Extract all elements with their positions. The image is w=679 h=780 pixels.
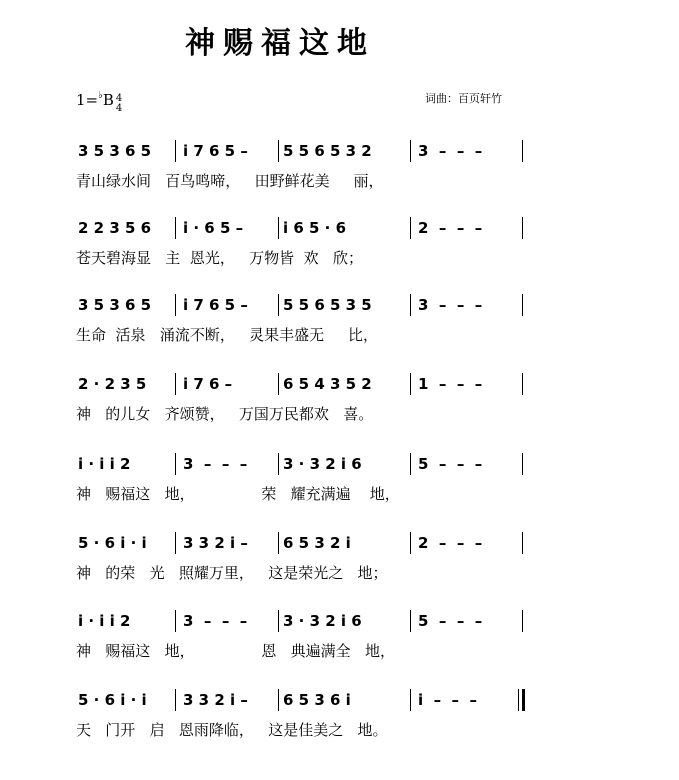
barline <box>175 140 176 162</box>
score-system <box>0 530 679 600</box>
key-note: B <box>102 91 114 109</box>
barline <box>518 689 519 711</box>
measure: i – – – <box>418 691 477 709</box>
barline <box>278 689 279 711</box>
measure: 2 – – – <box>418 219 483 237</box>
lyrics-line: 青山绿水间 百鸟鸣啼， 田野鲜花美 丽， <box>76 172 384 190</box>
barline <box>522 373 523 395</box>
barline <box>278 453 279 475</box>
barline <box>522 294 523 316</box>
score-system <box>0 608 679 678</box>
barline <box>410 689 411 711</box>
measure: 3 · 3 2 i 6 <box>283 455 362 473</box>
barline <box>410 217 411 239</box>
measure: i · 6 5 – <box>183 219 244 237</box>
barline <box>175 689 176 711</box>
notes-line <box>0 292 679 318</box>
barline <box>175 217 176 239</box>
measure: 2 – – – <box>418 534 483 552</box>
time-bottom: 4 <box>115 103 123 114</box>
measure: 6 5 3 6 i <box>283 691 351 709</box>
notes-line <box>0 687 679 713</box>
barline <box>522 217 523 239</box>
measure: 3 – – – <box>183 612 248 630</box>
barline <box>175 610 176 632</box>
time-top: 4 <box>115 93 123 104</box>
lyrics-line: 天 门开 启 恩雨降临， 这是佳美之 地。 <box>76 721 388 739</box>
notes-line <box>0 138 679 164</box>
barline <box>410 453 411 475</box>
notes-line <box>0 371 679 397</box>
notes-line <box>0 215 679 241</box>
barline <box>410 532 411 554</box>
barline <box>278 373 279 395</box>
measure: 3 · 3 2 i 6 <box>283 612 362 630</box>
score-system <box>0 451 679 521</box>
measure: 5 5 6 5 3 5 <box>283 296 372 314</box>
lyrics-line: 神 的儿女 齐颂赞， 万国万民都欢 喜。 <box>76 405 374 423</box>
song-title: 神赐福这地 <box>185 26 375 61</box>
score-system <box>0 215 679 285</box>
lyrics-line: 生命 活泉 涌流不断， 灵果丰盛无 比， <box>76 326 378 344</box>
measure: 1 – – – <box>418 375 483 393</box>
key-prefix: 1= <box>76 91 99 109</box>
measure: 3 5 3 6 5 <box>78 296 152 314</box>
barline <box>175 532 176 554</box>
credit-line: 词曲：百页轩竹 <box>425 92 502 105</box>
lyrics-line: 苍天碧海显 主 恩光， 万物皆 欢 欣； <box>76 249 363 267</box>
measure: 3 5 3 6 5 <box>78 142 152 160</box>
key-signature <box>76 90 122 114</box>
measure: 2 2 3 5 6 <box>78 219 152 237</box>
barline <box>410 610 411 632</box>
barline <box>522 610 523 632</box>
measure: 5 · 6 i · i <box>78 534 147 552</box>
barline <box>278 294 279 316</box>
measure: 5 – – – <box>418 612 483 630</box>
score-system <box>0 687 679 757</box>
notes-line <box>0 451 679 477</box>
final-barline <box>522 689 525 711</box>
measure: 3 3 2 i – <box>183 534 248 552</box>
measure: 5 – – – <box>418 455 483 473</box>
barline <box>278 532 279 554</box>
measure: 3 – – – <box>418 142 483 160</box>
barline <box>410 373 411 395</box>
flat-symbol: ♭ <box>98 90 103 101</box>
lyrics-line: 神 赐福这 地， 荣 耀充满遍 地， <box>76 485 400 503</box>
barline <box>522 140 523 162</box>
measure: 2 · 2 3 5 <box>78 375 147 393</box>
measure: 3 3 2 i – <box>183 691 248 709</box>
notes-line <box>0 530 679 556</box>
barline <box>175 453 176 475</box>
measure: 5 5 6 5 3 2 <box>283 142 372 160</box>
barline <box>278 140 279 162</box>
measure: i 7 6 – <box>183 375 233 393</box>
measure: i · i i 2 <box>78 455 131 473</box>
measure: 6 5 3 2 i <box>283 534 351 552</box>
measure: 3 – – – <box>183 455 248 473</box>
notes-line <box>0 608 679 634</box>
score-system <box>0 138 679 208</box>
barline <box>175 373 176 395</box>
lyrics-line: 神 赐福这 地， 恩 典遍满全 地， <box>76 642 395 660</box>
barline <box>522 532 523 554</box>
barline <box>410 294 411 316</box>
measure: i 7 6 5 – <box>183 296 248 314</box>
barline <box>522 453 523 475</box>
barline <box>278 217 279 239</box>
score-system <box>0 292 679 362</box>
barline <box>278 610 279 632</box>
measure: 6 5 4 3 5 2 <box>283 375 372 393</box>
measure: 3 – – – <box>418 296 483 314</box>
measure: i 6 5 · 6 <box>283 219 347 237</box>
measure: 5 · 6 i · i <box>78 691 147 709</box>
measure: i 7 6 5 – <box>183 142 248 160</box>
barline <box>175 294 176 316</box>
measure: i · i i 2 <box>78 612 131 630</box>
barline <box>410 140 411 162</box>
score-system <box>0 371 679 441</box>
time-signature <box>116 94 122 114</box>
lyrics-line: 神 的荣 光 照耀万里， 这是荣光之 地； <box>76 564 388 582</box>
